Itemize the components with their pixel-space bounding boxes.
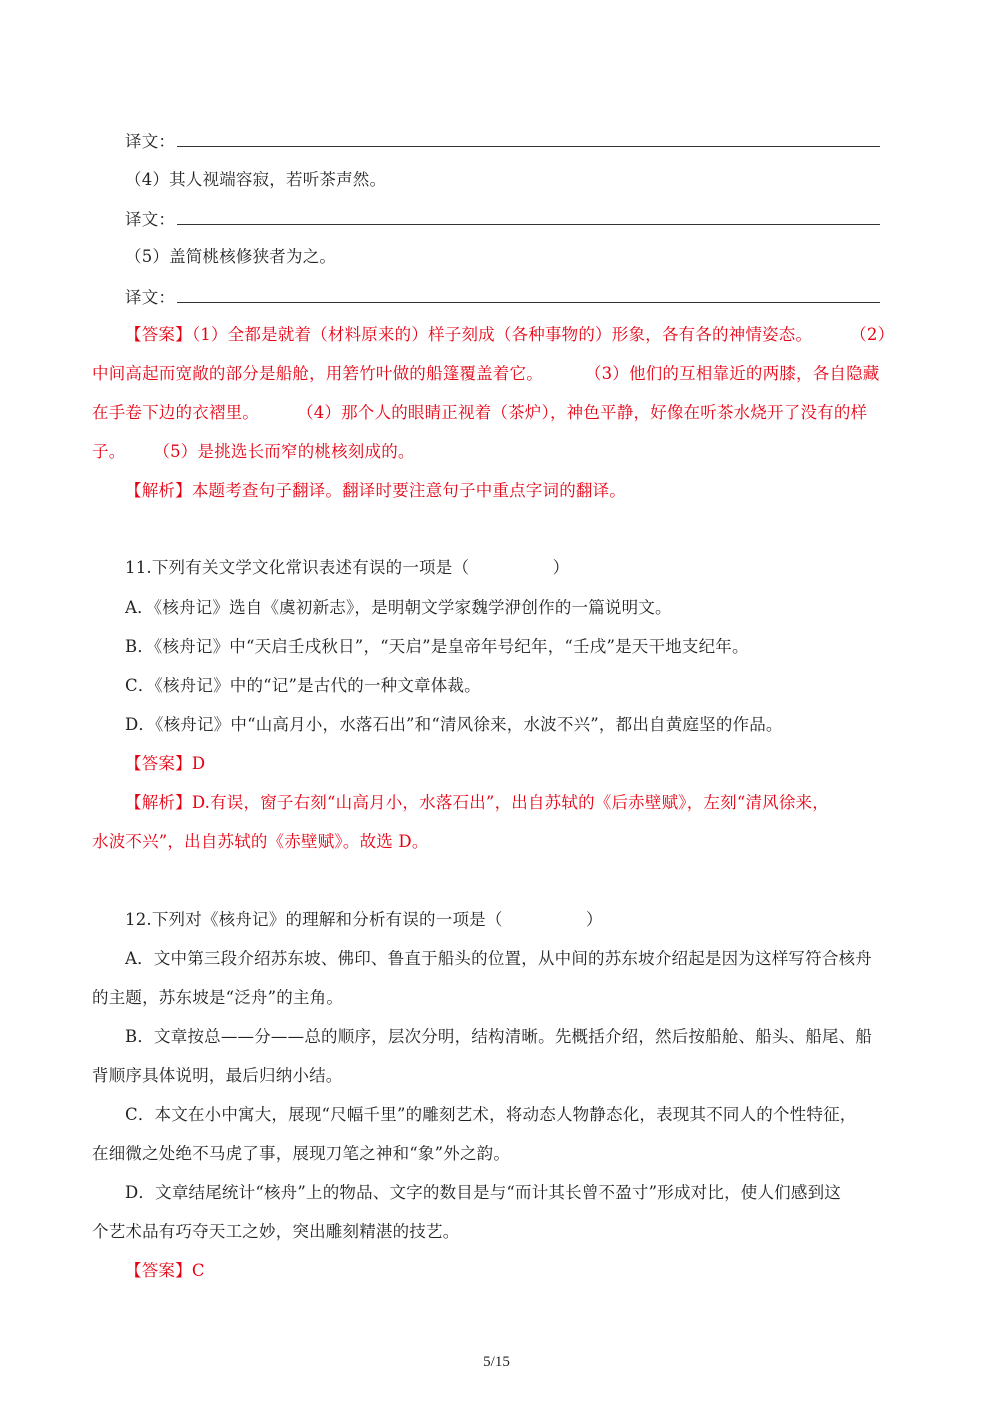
question-12-option-c-line-1: C．本文在小中寓大，展现“尺幅千里”的雕刻艺术，将动态人物静态化，表现其不同人的个性特征， — [125, 1105, 857, 1124]
answer-segment-1: （1）全都是就着（材料原来的）样子刻成（各种事物的）形象，各有各的神情姿态。 — [191, 325, 813, 344]
translation-label: 译文： — [125, 132, 176, 151]
question-11-analysis-line-2: 水波不兴”，出自苏轼的《赤壁赋》。故选 D。 — [92, 832, 429, 851]
analysis-text: 本题考查句子翻译。翻译时要注意句子中重点字词的翻译。 — [191, 481, 627, 500]
exercise-10-q5: （5）盖简桃核修狭者为之。 — [125, 247, 337, 266]
analysis-tag: 【解析】 — [125, 793, 192, 812]
analysis-text: D.有误，窗子右刻“山高月小，水落石出”，出自苏轼的《后赤壁赋》，左刻“清风徐来， — [191, 793, 829, 812]
question-12-option-b-line-1: B．文章按总——分——总的顺序，层次分明，结构清晰。先概括介绍，然后按船舱、船头、船尾、船 — [125, 1027, 873, 1046]
exercise-10-answer-line-4 — [92, 442, 910, 462]
answer-segment-7: 子。 — [92, 442, 126, 461]
question-12-option-d-line-1: D．文章结尾统计“核舟”上的物品、文字的数目是与“而计其长曾不盈寸”形成对比，使人们感到这 — [125, 1183, 841, 1202]
translation-line-5 — [125, 286, 910, 308]
question-12-stem: 12.下列对《核舟记》的理解和分析有误的一项是（ ） — [125, 910, 603, 929]
translation-label: 译文： — [125, 288, 176, 307]
translation-blank[interactable] — [177, 208, 880, 225]
exercise-10-answer-line-1 — [125, 325, 910, 345]
question-11-stem: 11.下列有关文学文化常识表述有误的一项是（ ） — [125, 558, 570, 577]
answer-tag: 【答案】 — [125, 1261, 192, 1280]
answer-tag: 【答案】 — [125, 754, 192, 773]
question-11-answer — [125, 754, 910, 774]
answer-segment-4: （3）他们的互相靠近的两膝，各自隐藏 — [584, 364, 880, 383]
page-number: 5/15 — [483, 1354, 510, 1370]
question-11-analysis-line-1 — [125, 793, 910, 813]
question-11-option-a: A．《核舟记》选自《虞初新志》，是明朝文学家魏学洢创作的一篇说明文。 — [125, 598, 672, 617]
translation-line-3 — [125, 130, 910, 152]
question-11-option-d: D．《核舟记》中“山高月小，水落石出”和“清风徐来，水波不兴”，都出自黄庭坚的作品。 — [125, 715, 783, 734]
answer-value: C — [191, 1261, 205, 1280]
answer-tag: 【答案】 — [125, 325, 192, 344]
translation-line-4 — [125, 208, 910, 230]
exercise-10-answer-line-2 — [92, 364, 910, 384]
question-12-option-b-line-2: 背顺序具体说明，最后归纳小结。 — [92, 1066, 343, 1085]
translation-blank[interactable] — [177, 286, 880, 303]
answer-value: D — [191, 754, 206, 773]
question-11-option-b: B．《核舟记》中“天启壬戌秋日”，“天启”是皇帝年号纪年，“壬戌”是天干地支纪年。 — [125, 637, 749, 656]
answer-segment-3: 中间高起而宽敞的部分是船舱，用箬竹叶做的船篷覆盖着它。 — [92, 364, 543, 383]
translation-blank[interactable] — [177, 130, 880, 147]
answer-segment-8: （5）是挑选长而窄的桃核刻成的。 — [153, 442, 415, 461]
exercise-10-answer-line-3 — [92, 403, 910, 423]
question-12-option-c-line-2: 在细微之处绝不马虎了事，展现刀笔之神和“象”外之韵。 — [92, 1144, 511, 1163]
translation-label: 译文： — [125, 210, 176, 229]
exercise-10-analysis — [125, 481, 910, 501]
exercise-10-q4: （4）其人视端容寂，若听茶声然。 — [125, 170, 387, 189]
question-12-option-d-line-2: 个艺术品有巧夺天工之妙，突出雕刻精湛的技艺。 — [92, 1222, 460, 1241]
question-11-option-c: C．《核舟记》中的“记”是古代的一种文章体裁。 — [125, 676, 481, 695]
answer-segment-5: 在手卷下边的衣褶里。 — [92, 403, 259, 422]
question-12-answer — [125, 1261, 910, 1281]
question-12-option-a-line-1: A．文中第三段介绍苏东坡、佛印、鲁直于船头的位置，从中间的苏东坡介绍起是因为这样写符合核舟 — [125, 949, 872, 968]
answer-segment-2: （2） — [850, 325, 895, 344]
analysis-tag: 【解析】 — [125, 481, 192, 500]
question-12-option-a-line-2: 的主题，苏东坡是“泛舟”的主角。 — [92, 988, 344, 1007]
answer-segment-6: （4）那个人的眼睛正视着（茶炉），神色平静，好像在听茶水烧开了没有的样 — [297, 403, 868, 422]
